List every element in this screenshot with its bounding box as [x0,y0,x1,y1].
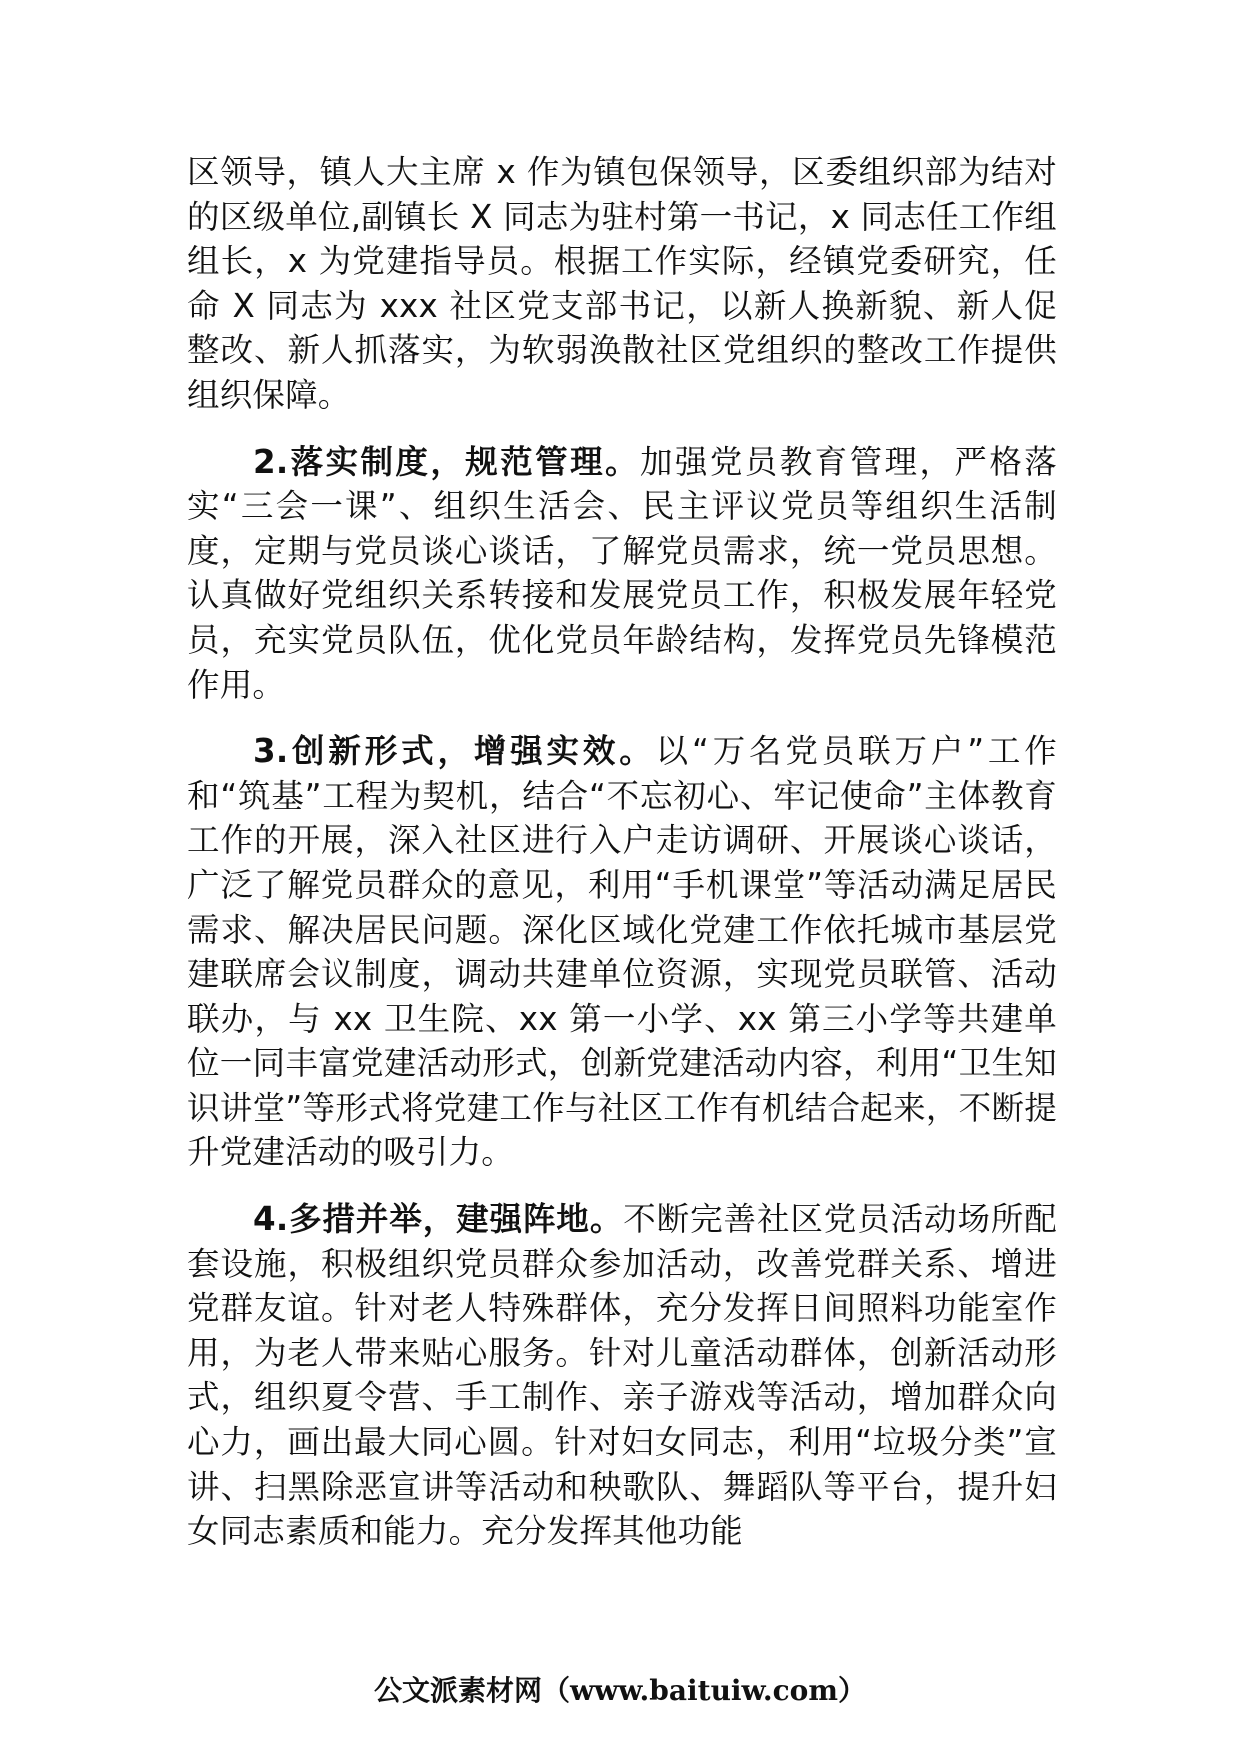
paragraph-heading: 3.创新形式，增强实效。 [253,732,656,771]
paragraph-continuation [187,150,1057,418]
paragraph-text: 区领导，镇人大主席 x 作为镇包保领导，区委组织部为结对的区级单位,副镇长 X 同志为驻村第一书记，x 同志任工作组组长，x 为党建指导员。根据工作实际，经镇党委研究，任命 X 同志为 xxx 社区党支部书记，以新人换新貌、新人促整改、新人抓落实，为软弱涣散社区党组织的整改工作提供组织保障。 [187,153,1057,414]
paragraph-item-2 [187,440,1057,708]
paragraph-item-3 [187,729,1057,1175]
paragraph-text: 加强党员教育管理，严格落实“三会一课”、组织生活会、民主评议党员等组织生活制度，定期与党员谈心谈话，了解党员需求，统一党员思想。认真做好党组织关系转接和发展党员工作，积极发展年轻党员，充实党员队伍，优化党员年龄结构，发挥党员先锋模范作用。 [187,442,1057,704]
page-footer-source: 公文派素材网（www.baituiw.com） [374,1674,866,1707]
paragraph-text: 以“万名党员联万户”工作和“筑基”工程为契机，结合“不忘初心、牢记使命”主体教育工作的开展，深入社区进行入户走访调研、开展谈心谈话，广泛了解党员群众的意见，利用“手机课堂”等活动满足居民需求、解决居民问题。深化区域化党建工作依托城市基层党建联席会议制度，调动共建单位资源，实现党员联管、活动联办，与 xx 卫生院、xx 第一小学、xx 第三小学等共建单位一同丰富党建活动形式，创新党建活动内容，利用“卫生知识讲堂”等形式将党建工作与社区工作有机结合起来，不断提升党建活动的吸引力。 [187,732,1057,1172]
paragraph-item-4 [187,1197,1057,1554]
paragraph-heading: 2.落实制度，规范管理。 [253,442,640,481]
document-body [187,150,1057,1554]
paragraph-heading: 4.多措并举，建强阵地。 [253,1200,624,1239]
paragraph-text: 不断完善社区党员活动场所配套设施，积极组织党员群众参加活动，改善党群关系、增进党群友谊。针对老人特殊群体，充分发挥日间照料功能室作用，为老人带来贴心服务。针对儿童活动群体，创新活动形式，组织夏令营、手工制作、亲子游戏等活动，增加群众向心力，画出最大同心圆。针对妇女同志，利用“垃圾分类”宣讲、扫黑除恶宣讲等活动和秧歌队、舞蹈队等平台，提升妇女同志素质和能力。充分发挥其他功能 [187,1200,1057,1551]
